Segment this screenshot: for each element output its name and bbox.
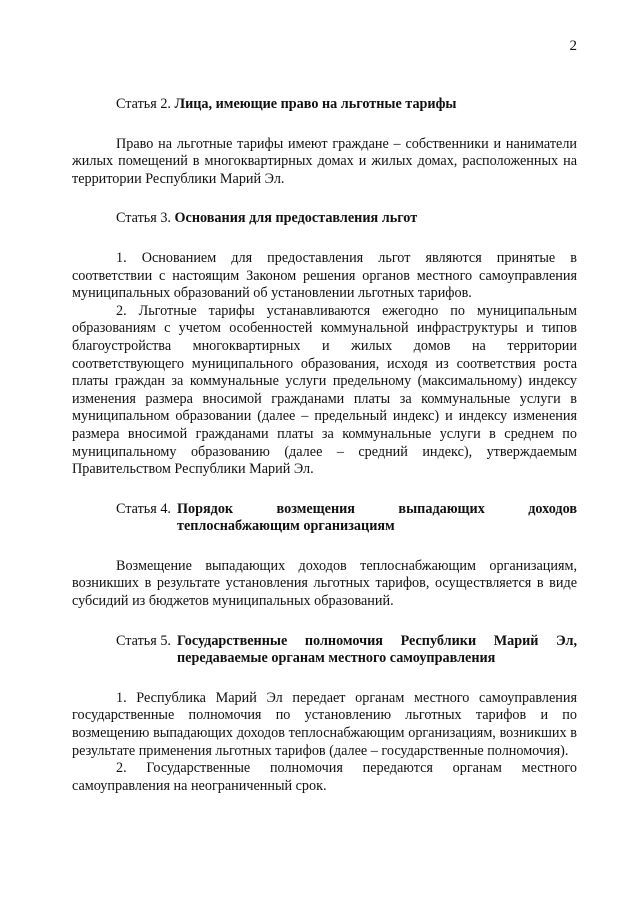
article-3-paragraph-1: 1. Основанием для предоставления льгот являются принятые в соответствии с настоящим Законом решения органов местного самоуправления муниципальных образований об установлении льготных тарифов.: [72, 249, 577, 302]
article-4-title: Порядок возмещения выпадающих доходов теплоснабжающим организациям: [176, 500, 577, 535]
page-number: 2: [569, 38, 577, 54]
article-5-paragraph-1: 1. Республика Марий Эл передает органам местного самоуправления государственные полномочия по установлению льготных тарифов и по возмещению выпадающих доходов теплоснабжающим организациям, возникших в результате применения льготных тарифов (далее – государственные полномочия).: [72, 689, 577, 759]
article-4-number: Статья 4.: [116, 500, 171, 517]
article-2-title: Лица, имеющие право на льготные тарифы: [174, 96, 457, 112]
article-5-number: Статья 5.: [116, 632, 171, 649]
article-5-paragraph-2: 2. Государственные полномочия передаются органам местного самоуправления на неограниченный срок.: [72, 760, 577, 794]
article-3-title: Основания для предоставления льгот: [174, 210, 418, 227]
article-2-heading: [72, 96, 577, 114]
article-2-number: Статья 2.: [116, 96, 171, 112]
article-4-heading: [72, 501, 577, 536]
article-2-paragraph-1: Право на льготные тарифы имеют граждане – собственники и наниматели жилых помещений в многоквартирных домах и жилых домах, расположенных на территории Республики Марий Эл.: [72, 135, 577, 187]
article-5-heading: [72, 633, 577, 668]
article-4-paragraph-1: Возмещение выпадающих доходов теплоснабжающим организациям, возникших в результате установления льготных тарифов, осуществляется в виде субсидий из бюджетов муниципальных образований.: [72, 557, 577, 610]
article-3-heading: [72, 210, 577, 228]
article-3-number: Статья 3.: [116, 210, 171, 227]
article-5-title: Государственные полномочия Республики Марий Эл, передаваемые органам местного самоуправления: [176, 632, 577, 667]
article-3-paragraph-2: 2. Льготные тарифы устанавливаются ежегодно по муниципальным образованиям с учетом особенностей коммунальной инфраструктуры и типов благоустройства многоквартирных и жилых домов на территории соответствующего муниципального образования, исходя из соответствия роста платы граждан за коммунальные услуги предельному (максимальному) индексу изменения размера вносимой гражданами платы за коммунальные услуги в муниципальном образовании (далее – предельный индекс) и индексу изменения размера вносимой гражданами платы за коммунальные услуги в среднем по муниципальному образованию (далее – средний индекс), утверждаемым Правительством Республики Марий Эл.: [72, 302, 577, 478]
document-body: [72, 96, 577, 795]
